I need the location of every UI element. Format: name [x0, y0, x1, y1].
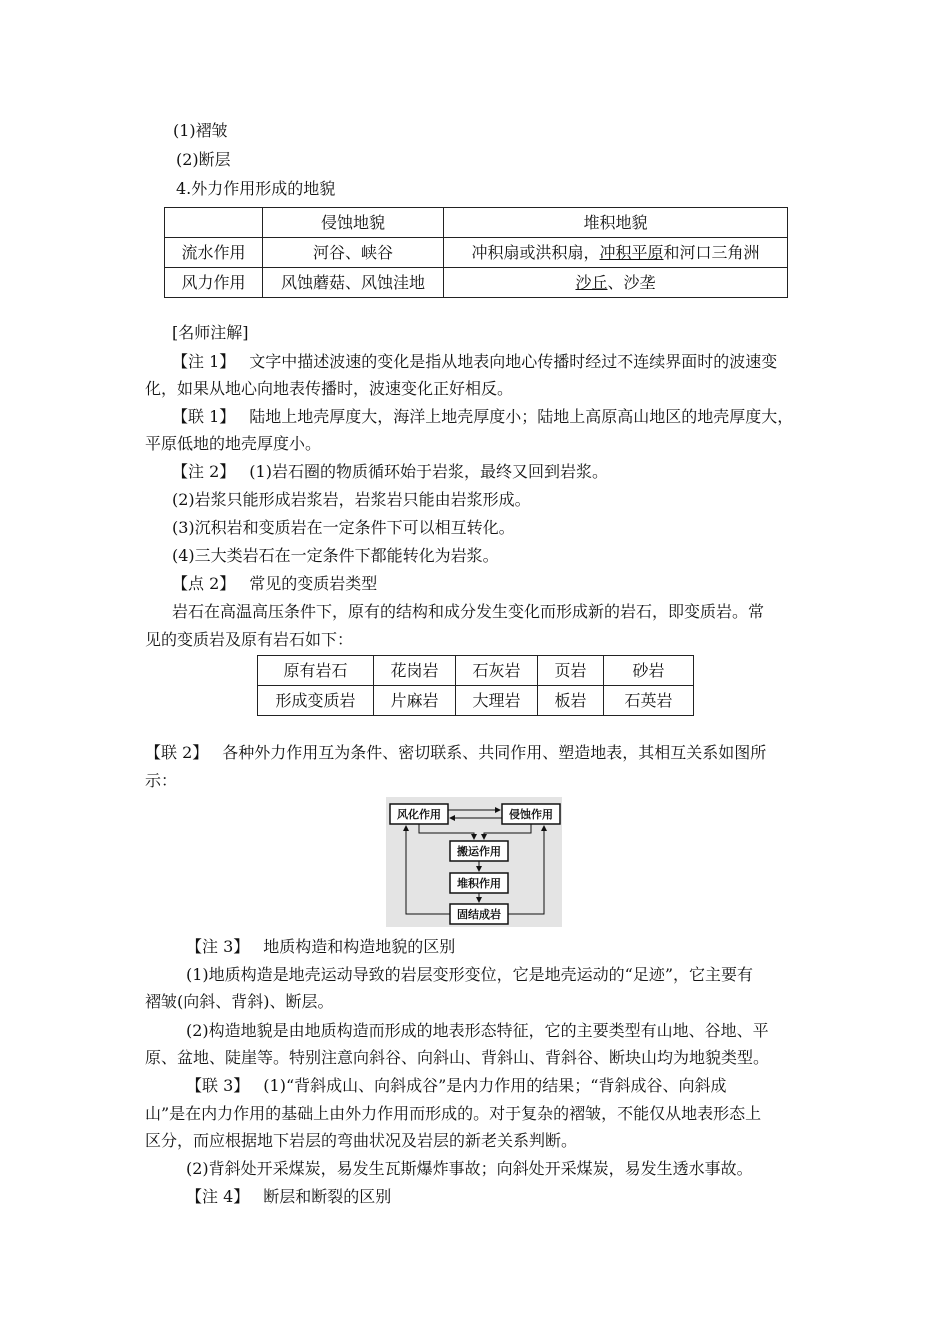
- link-3-line-3: 区分，而应根据地下岩层的弯曲状况及岩层的新老关系判断。: [145, 1131, 578, 1150]
- note-1-line-2: 化，如果从地心向地表传播时，波速变化正好相反。: [145, 379, 514, 398]
- note-tag: 【联 2】: [145, 743, 209, 762]
- note-3-p2-line-2: 原、盆地、陡崖等。特别注意向斜谷、向斜山、背斜山、背斜谷、断块山均为地貌类型。: [145, 1048, 770, 1067]
- note-text: (1)岩石圈的物质循环始于岩浆，最终又回到岩浆。: [249, 462, 608, 481]
- link-1-line-1: [172, 406, 793, 428]
- note-4-title: [186, 1186, 391, 1208]
- note-text: 常见的变质岩类型: [249, 574, 378, 593]
- table-row: [165, 268, 788, 298]
- link-3-line-4: (2)背斜处开采煤炭，易发生瓦斯爆炸事故；向斜处开采煤炭，易发生透水事故。: [186, 1159, 753, 1178]
- metamorphic-rock-table: [257, 655, 694, 716]
- table-row: [165, 208, 788, 238]
- arrow-consolidation-erosion: [508, 826, 544, 914]
- table-cell: 石英岩: [604, 686, 694, 716]
- note-3-p2-line-1: (2)构造地貌是由地质构造而形成的地表形态特征，它的主要类型有山地、谷地、平: [186, 1021, 769, 1040]
- table-cell: 花岗岩: [374, 656, 456, 686]
- link-3-line-1: [186, 1075, 727, 1097]
- link-2-line-2: 示：: [145, 771, 178, 790]
- deposit-text: 、沙垄: [607, 272, 656, 292]
- note-tag: 【注 3】: [186, 937, 250, 956]
- link-2-line-1: [145, 742, 766, 764]
- note-1-line-1: [172, 351, 777, 373]
- note-text: (1)“背斜成山、向斜成谷”是内力作用的结果；“背斜成谷、向斜成: [263, 1076, 727, 1095]
- arrow-erosion-transport: [484, 824, 531, 839]
- table-cell: 大理岩: [456, 686, 538, 716]
- note-text: 断层和断裂的区别: [263, 1187, 392, 1206]
- table-cell: [444, 238, 788, 268]
- table-header-cell: 堆积地貌: [444, 208, 788, 238]
- erosion-label: 侵蚀作用: [509, 808, 553, 821]
- table-cell: [444, 268, 788, 298]
- consolidation-label: 固结成岩: [457, 908, 501, 921]
- table-cell: 石灰岩: [456, 656, 538, 686]
- notes-header: [名师注解]: [172, 323, 249, 342]
- deposit-text: 和河口三角洲: [663, 242, 760, 262]
- table-cell: 砂岩: [604, 656, 694, 686]
- table-cell: 板岩: [538, 686, 604, 716]
- table-cell: 风蚀蘑菇、风蚀洼地: [263, 268, 444, 298]
- landform-table: [164, 207, 788, 298]
- note-tag: 【联 3】: [186, 1076, 250, 1095]
- weathering-label: 风化作用: [397, 808, 441, 821]
- arrow-weathering-transport: [419, 824, 474, 839]
- table-row: [258, 656, 694, 686]
- note-2-line-3: (3)沉积岩和变质岩在一定条件下可以相互转化。: [172, 518, 515, 537]
- table-cell: 形成变质岩: [258, 686, 374, 716]
- item-folds: (1)褶皱: [173, 121, 228, 140]
- note-text: 文字中描述波速的变化是指从地表向地心传播时经过不连续界面时的波速变: [249, 352, 778, 371]
- note-tag: 【联 1】: [172, 407, 236, 426]
- note-3-p1-line-1: (1)地质构造是地壳运动导致的岩层变形变位，它是地壳运动的“足迹”，它主要有: [186, 965, 754, 984]
- deposition-label: 堆积作用: [457, 877, 501, 890]
- table-cell: 河谷、峡谷: [263, 238, 444, 268]
- deposit-text: 冲积扇或洪积扇，: [471, 242, 600, 262]
- table-cell: 页岩: [538, 656, 604, 686]
- table-cell: 风力作用: [165, 268, 263, 298]
- table-cell: 片麻岩: [374, 686, 456, 716]
- section-heading: 4.外力作用形成的地貌: [176, 179, 336, 198]
- deposit-underlined: 冲积平原: [599, 242, 664, 262]
- note-2-line-1: [172, 461, 608, 483]
- note-tag: 【注 4】: [186, 1187, 250, 1206]
- table-header-cell: [165, 208, 263, 238]
- link-1-line-2: 平原低地的地壳厚度小。: [145, 434, 322, 453]
- note-text: 各种外力作用互为条件、密切联系、共同作用、塑造地表，其相互关系如图所: [222, 743, 767, 762]
- note-text: 陆地上地壳厚度大，海洋上地壳厚度小；陆地上高原高山地区的地壳厚度大，: [249, 407, 794, 426]
- diagram-svg: [386, 797, 562, 927]
- table-header-cell: 侵蚀地貌: [263, 208, 444, 238]
- external-forces-diagram: [386, 797, 562, 927]
- note-tag: 【注 2】: [172, 462, 236, 481]
- table-cell: 原有岩石: [258, 656, 374, 686]
- table-cell: 流水作用: [165, 238, 263, 268]
- point-2-title: [172, 573, 377, 595]
- note-tag: 【注 1】: [172, 352, 236, 371]
- point-2-line-1: 岩石在高温高压条件下，原有的结构和成分发生变化而形成新的岩石，即变质岩。常: [172, 602, 765, 621]
- point-2-line-2: 见的变质岩及原有岩石如下：: [145, 630, 354, 649]
- note-2-line-2: (2)岩浆只能形成岩浆岩，岩浆岩只能由岩浆形成。: [172, 490, 531, 509]
- note-3-title: [186, 936, 455, 958]
- note-text: 地质构造和构造地貌的区别: [263, 937, 456, 956]
- link-3-line-2: 山”是在内力作用的基础上由外力作用而形成的。对于复杂的褶皱，不能仅从地表形态上: [145, 1104, 762, 1123]
- note-3-p1-line-2: 褶皱(向斜、背斜)、断层。: [145, 992, 334, 1011]
- note-2-line-4: (4)三大类岩石在一定条件下都能转化为岩浆。: [172, 546, 499, 565]
- transport-label: 搬运作用: [457, 845, 501, 858]
- item-faults: (2)断层: [176, 150, 231, 169]
- table-row: [165, 238, 788, 268]
- deposit-underlined: 沙丘: [575, 272, 608, 292]
- table-row: [258, 686, 694, 716]
- arrow-consolidation-weathering: [406, 826, 450, 914]
- note-tag: 【点 2】: [172, 574, 236, 593]
